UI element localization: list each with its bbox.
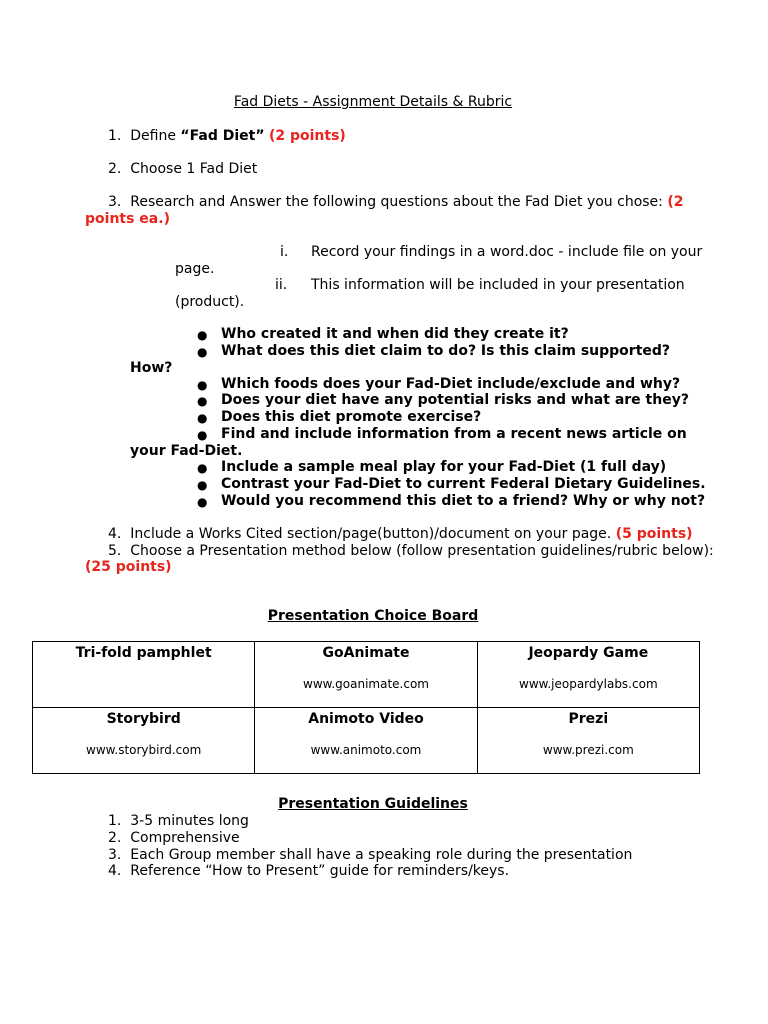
step-5 [108, 543, 714, 560]
choice-cell [33, 642, 255, 708]
step-points: (5 points) [615, 526, 693, 542]
step-1 [108, 128, 346, 145]
bullet-icon: ● [197, 478, 208, 492]
guideline-item [108, 847, 632, 864]
choice-url[interactable]: www.storybird.com [86, 743, 202, 757]
step-5-points: (25 points) [85, 559, 172, 575]
step-text: Choose a Presentation method below (follow presentation guidelines/rubric below): [130, 543, 714, 559]
step-points: (2 points) [268, 128, 346, 144]
step-text: Include a Works Cited section/page(button)/document on your page. [130, 526, 616, 542]
table-row [33, 708, 700, 774]
step-number: 4. [108, 526, 122, 542]
choice-board-heading: Presentation Choice Board [267, 608, 479, 624]
table-row [33, 642, 700, 708]
subitem-text-continued: (product). [175, 294, 245, 310]
choice-name: Tri-fold pamphlet [75, 645, 212, 661]
bullet-icon: ● [197, 328, 208, 342]
guideline-text: Comprehensive [130, 830, 240, 846]
guidelines-heading: Presentation Guidelines [278, 796, 468, 812]
bullet-icon: ● [197, 378, 208, 392]
step-number: 1. [108, 128, 122, 144]
guideline-item [108, 813, 249, 830]
choice-url[interactable]: www.animoto.com [310, 743, 422, 757]
guideline-number: 1. [108, 813, 122, 829]
step-3 [108, 194, 683, 211]
question-item: Which foods does your Fad-Diet include/exclude and why? [221, 376, 681, 392]
step-text: Choose 1 Fad Diet [130, 161, 258, 177]
step-3-points-continued: points ea.) [85, 211, 170, 227]
guideline-item [108, 830, 240, 847]
question-item: Does your diet have any potential risks and what are they? [221, 392, 689, 408]
choice-url[interactable]: www.prezi.com [542, 743, 634, 757]
subitem-text-continued: page. [175, 261, 215, 277]
choice-cell [477, 642, 699, 708]
question-item: Include a sample meal play for your Fad-Diet (1 full day) [221, 459, 667, 475]
step-points: (2 [667, 194, 684, 210]
guideline-text: Each Group member shall have a speaking role during the presentation [130, 847, 633, 863]
step-4 [108, 526, 693, 543]
bullet-icon: ● [197, 495, 208, 509]
question-item: Contrast your Fad-Diet to current Federal Dietary Guidelines. [221, 476, 706, 492]
choice-cell [33, 708, 255, 774]
choice-name: Jeopardy Game [528, 645, 649, 661]
subitem-number: ii. [275, 277, 288, 293]
step-number: 2. [108, 161, 122, 177]
bullet-icon: ● [197, 394, 208, 408]
question-item: Does this diet promote exercise? [221, 409, 482, 425]
question-item-continued: How? [130, 360, 173, 376]
guideline-number: 2. [108, 830, 122, 846]
choice-name: Prezi [568, 711, 609, 727]
question-item: Find and include information from a recent news article on [221, 426, 687, 442]
step-number: 3. [108, 194, 122, 210]
subitem-text: This information will be included in your presentation [311, 277, 685, 293]
choice-cell [255, 642, 477, 708]
choice-name: Animoto Video [308, 711, 424, 727]
choice-cell [477, 708, 699, 774]
bullet-icon: ● [197, 428, 208, 442]
guideline-text: Reference “How to Present” guide for reminders/keys. [130, 863, 510, 879]
question-item: Who created it and when did they create it? [221, 326, 569, 342]
guideline-item [108, 863, 509, 880]
question-item: What does this diet claim to do? Is this claim supported? [221, 343, 671, 359]
step-number: 5. [108, 543, 122, 559]
step-term: “Fad Diet” [180, 128, 265, 144]
bullet-icon: ● [197, 345, 208, 359]
guideline-number: 3. [108, 847, 122, 863]
choice-url[interactable]: www.goanimate.com [303, 677, 429, 691]
page-title: Fad Diets - Assignment Details & Rubric [233, 94, 513, 110]
step-text: Define [130, 128, 181, 144]
choice-cell [255, 708, 477, 774]
choice-name: Storybird [106, 711, 181, 727]
choice-name: GoAnimate [322, 645, 410, 661]
step-text: Research and Answer the following questions about the Fad Diet you chose: [130, 194, 668, 210]
question-item-continued: your Fad-Diet. [130, 443, 243, 459]
bullet-icon: ● [197, 411, 208, 425]
choice-url[interactable]: www.jeopardylabs.com [519, 677, 658, 691]
guideline-number: 4. [108, 863, 122, 879]
guideline-text: 3-5 minutes long [130, 813, 249, 829]
choice-board-table [32, 641, 700, 774]
subitem-number: i. [280, 244, 289, 260]
bullet-icon: ● [197, 461, 208, 475]
subitem-text: Record your findings in a word.doc - include file on your [311, 244, 703, 260]
question-item: Would you recommend this diet to a friend? Why or why not? [221, 493, 706, 509]
step-2 [108, 161, 257, 178]
